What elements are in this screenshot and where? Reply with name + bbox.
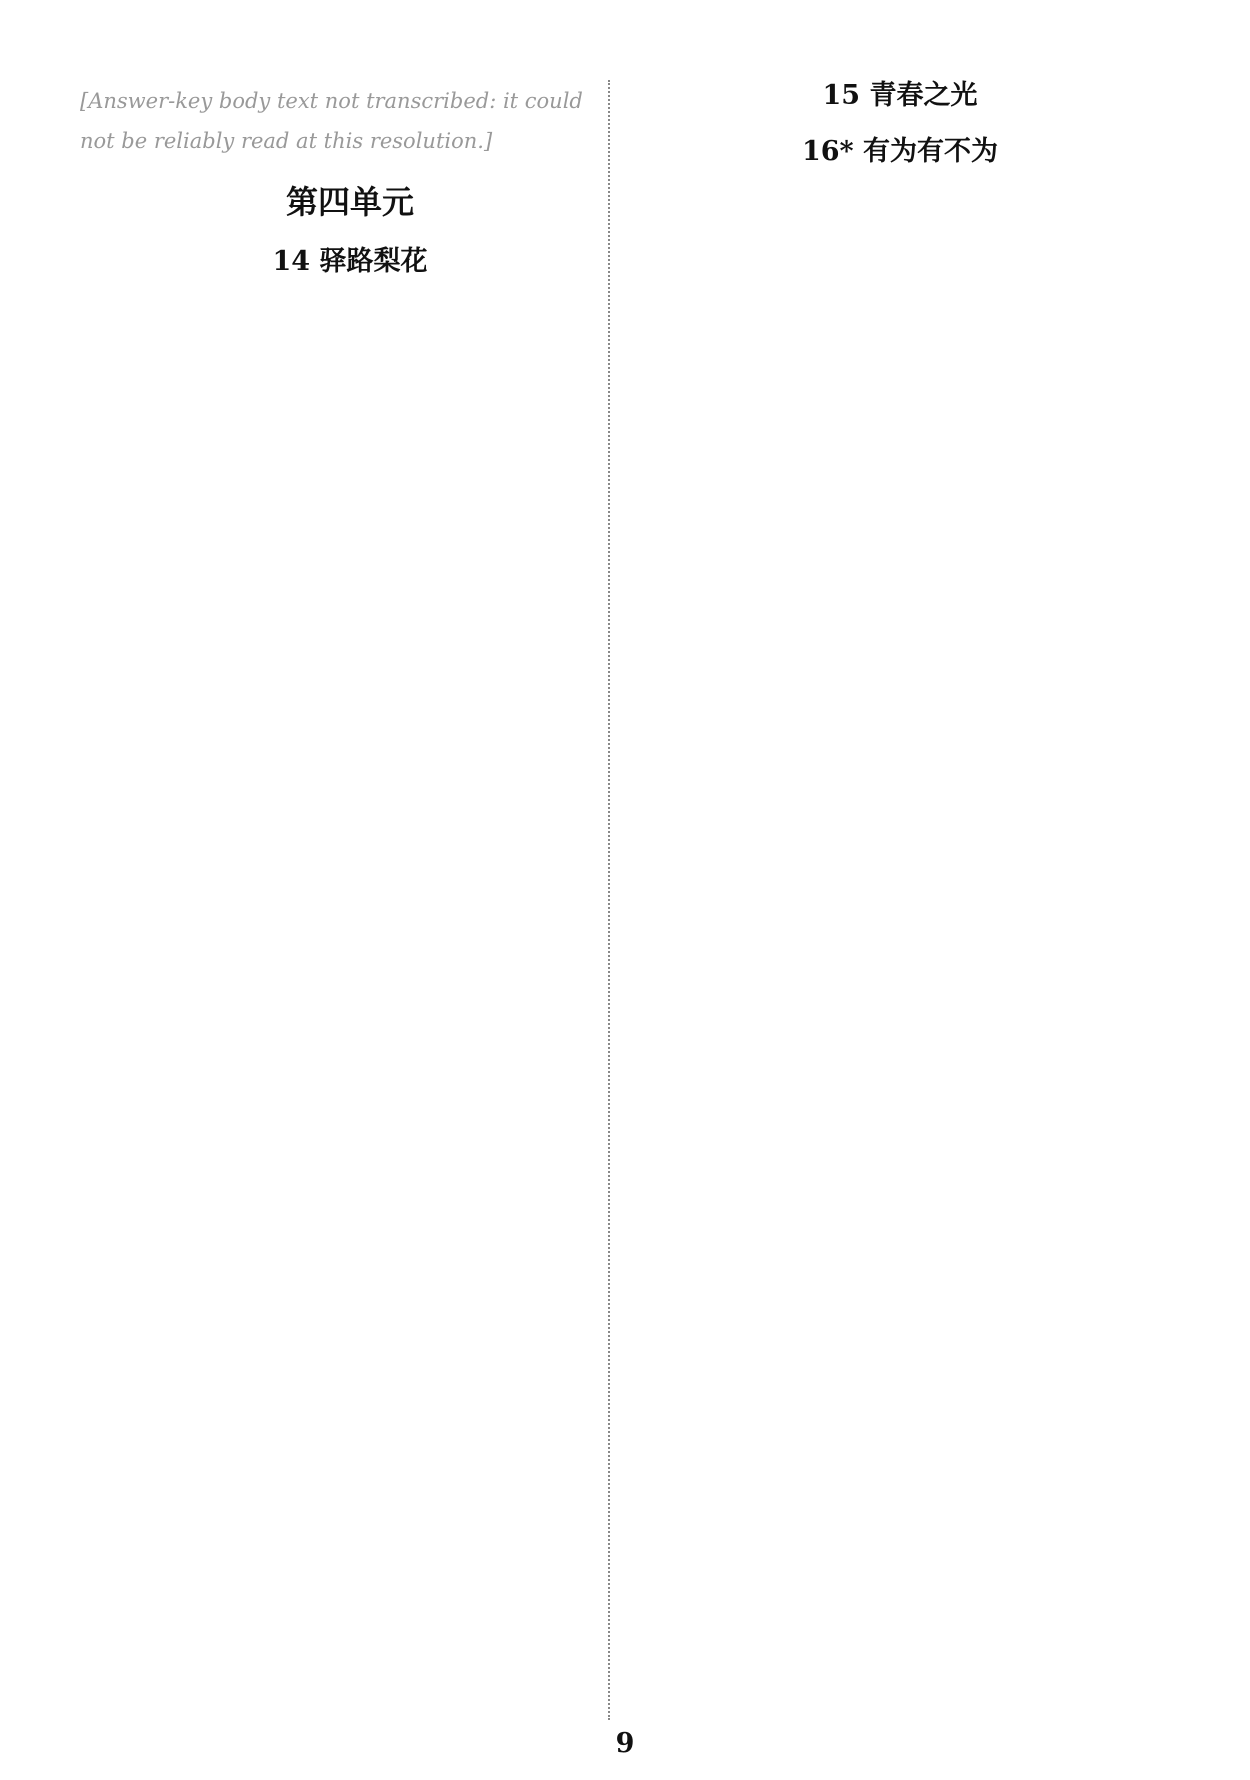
right-column (630, 60, 1170, 188)
placeholder-text: [Answer-key body text not transcribed: it could not be reliably read at this resolution.] (80, 89, 583, 153)
column-divider (608, 80, 610, 1720)
unit-heading: 第四单元 (285, 183, 414, 221)
lesson-heading-16: 16* 有为有不为 (801, 136, 999, 167)
lesson-heading-15: 15 青春之光 (822, 80, 978, 111)
lesson-heading-14: 14 驿路梨花 (272, 246, 428, 277)
left-column (80, 60, 620, 298)
page-number: 9 (615, 1728, 635, 1759)
